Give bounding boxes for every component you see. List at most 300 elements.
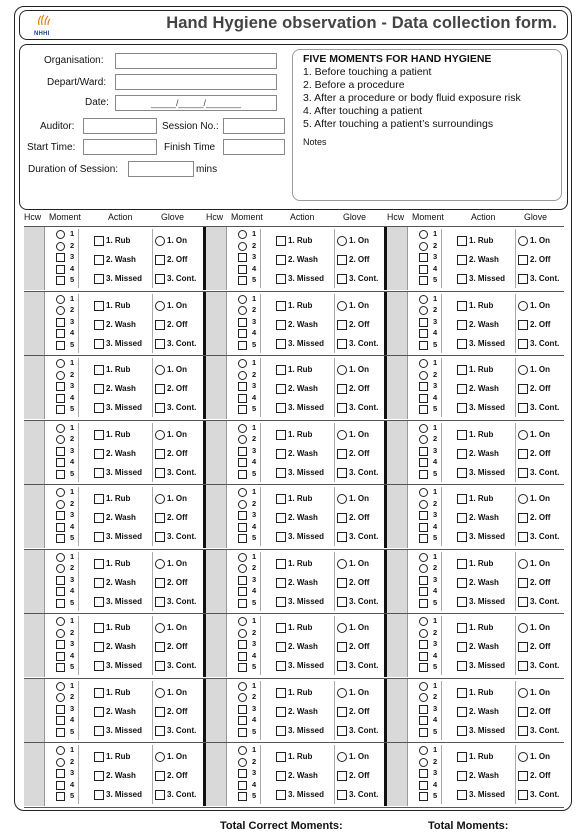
checkbox-icon[interactable] — [56, 276, 65, 285]
checkbox-icon[interactable] — [238, 792, 247, 801]
checkbox-icon[interactable] — [238, 640, 247, 649]
radio-icon[interactable] — [518, 365, 528, 375]
checkbox-icon[interactable] — [238, 253, 247, 262]
moment-option-1[interactable] — [238, 487, 262, 498]
radio-icon[interactable] — [337, 236, 347, 246]
checkbox-icon[interactable] — [419, 792, 428, 801]
checkbox-icon[interactable] — [276, 468, 286, 478]
checkbox-icon[interactable] — [457, 468, 467, 478]
moment-option-1[interactable] — [56, 487, 80, 498]
checkbox-icon[interactable] — [337, 578, 347, 588]
organisation-field[interactable] — [115, 53, 277, 69]
moment-option-5[interactable] — [419, 533, 443, 544]
moment-option-1[interactable] — [56, 745, 80, 756]
radio-icon[interactable] — [238, 371, 247, 380]
moment-option-4[interactable] — [56, 780, 80, 791]
hcw-cell[interactable] — [24, 421, 45, 484]
checkbox-icon[interactable] — [56, 640, 65, 649]
hcw-cell[interactable] — [387, 227, 408, 290]
radio-icon[interactable] — [155, 236, 165, 246]
checkbox-icon[interactable] — [276, 320, 286, 330]
radio-icon[interactable] — [518, 430, 528, 440]
checkbox-icon[interactable] — [238, 318, 247, 327]
moment-option-4[interactable] — [419, 328, 443, 339]
moment-option-3[interactable] — [56, 639, 80, 650]
checkbox-icon[interactable] — [457, 532, 467, 542]
radio-icon[interactable] — [155, 688, 165, 698]
moment-option-2[interactable] — [56, 305, 80, 316]
moment-option-4[interactable] — [56, 264, 80, 275]
checkbox-icon[interactable] — [337, 339, 347, 349]
checkbox-icon[interactable] — [276, 578, 286, 588]
radio-icon[interactable] — [155, 559, 165, 569]
checkbox-icon[interactable] — [94, 494, 104, 504]
checkbox-icon[interactable] — [238, 405, 247, 414]
radio-icon[interactable] — [419, 242, 428, 251]
checkbox-icon[interactable] — [337, 384, 347, 394]
moment-option-1[interactable] — [419, 616, 443, 627]
moment-option-2[interactable] — [419, 692, 443, 703]
radio-icon[interactable] — [419, 617, 428, 626]
moment-option-1[interactable] — [238, 681, 262, 692]
checkbox-icon[interactable] — [155, 532, 165, 542]
moment-option-3[interactable] — [56, 704, 80, 715]
checkbox-icon[interactable] — [238, 329, 247, 338]
moment-option-3[interactable] — [56, 317, 80, 328]
radio-icon[interactable] — [155, 623, 165, 633]
moment-option-1[interactable] — [419, 745, 443, 756]
radio-icon[interactable] — [56, 693, 65, 702]
radio-icon[interactable] — [419, 306, 428, 315]
checkbox-icon[interactable] — [94, 752, 104, 762]
hcw-cell[interactable] — [24, 614, 45, 677]
checkbox-icon[interactable] — [518, 661, 528, 671]
checkbox-icon[interactable] — [155, 771, 165, 781]
moment-option-5[interactable] — [238, 469, 262, 480]
checkbox-icon[interactable] — [56, 769, 65, 778]
checkbox-icon[interactable] — [276, 532, 286, 542]
moment-option-3[interactable] — [238, 639, 262, 650]
checkbox-icon[interactable] — [419, 576, 428, 585]
hcw-cell[interactable] — [387, 421, 408, 484]
checkbox-icon[interactable] — [518, 449, 528, 459]
moment-option-3[interactable] — [56, 575, 80, 586]
radio-icon[interactable] — [419, 758, 428, 767]
moment-option-3[interactable] — [419, 575, 443, 586]
moment-option-3[interactable] — [56, 381, 80, 392]
hcw-cell[interactable] — [387, 485, 408, 548]
moment-option-3[interactable] — [419, 317, 443, 328]
hcw-cell[interactable] — [206, 292, 227, 355]
radio-icon[interactable] — [238, 424, 247, 433]
checkbox-icon[interactable] — [94, 449, 104, 459]
checkbox-icon[interactable] — [518, 513, 528, 523]
moment-option-5[interactable] — [56, 727, 80, 738]
checkbox-icon[interactable] — [238, 341, 247, 350]
checkbox-icon[interactable] — [94, 403, 104, 413]
checkbox-icon[interactable] — [155, 597, 165, 607]
moment-option-1[interactable] — [238, 358, 262, 369]
session-field[interactable] — [223, 118, 285, 134]
moment-option-3[interactable] — [238, 510, 262, 521]
checkbox-icon[interactable] — [276, 339, 286, 349]
radio-icon[interactable] — [337, 688, 347, 698]
moment-option-3[interactable] — [419, 381, 443, 392]
moment-option-1[interactable] — [419, 681, 443, 692]
moment-option-4[interactable] — [419, 457, 443, 468]
checkbox-icon[interactable] — [56, 534, 65, 543]
checkbox-icon[interactable] — [457, 726, 467, 736]
checkbox-icon[interactable] — [276, 661, 286, 671]
moment-option-3[interactable] — [56, 510, 80, 521]
checkbox-icon[interactable] — [276, 449, 286, 459]
checkbox-icon[interactable] — [94, 301, 104, 311]
radio-icon[interactable] — [56, 500, 65, 509]
checkbox-icon[interactable] — [94, 559, 104, 569]
radio-icon[interactable] — [56, 564, 65, 573]
checkbox-icon[interactable] — [337, 274, 347, 284]
checkbox-icon[interactable] — [419, 447, 428, 456]
checkbox-icon[interactable] — [276, 365, 286, 375]
moment-option-5[interactable] — [419, 340, 443, 351]
checkbox-icon[interactable] — [155, 790, 165, 800]
checkbox-icon[interactable] — [155, 726, 165, 736]
moment-option-4[interactable] — [238, 393, 262, 404]
checkbox-icon[interactable] — [56, 458, 65, 467]
moment-option-5[interactable] — [238, 404, 262, 415]
moment-option-2[interactable] — [56, 563, 80, 574]
moment-option-5[interactable] — [56, 662, 80, 673]
department-field[interactable] — [115, 74, 277, 90]
moment-option-2[interactable] — [238, 692, 262, 703]
hcw-cell[interactable] — [206, 421, 227, 484]
radio-icon[interactable] — [337, 623, 347, 633]
checkbox-icon[interactable] — [56, 394, 65, 403]
checkbox-icon[interactable] — [56, 470, 65, 479]
moment-option-5[interactable] — [238, 791, 262, 802]
checkbox-icon[interactable] — [238, 663, 247, 672]
checkbox-icon[interactable] — [419, 276, 428, 285]
radio-icon[interactable] — [56, 553, 65, 562]
checkbox-icon[interactable] — [419, 394, 428, 403]
checkbox-icon[interactable] — [94, 597, 104, 607]
moment-option-3[interactable] — [419, 510, 443, 521]
moment-option-4[interactable] — [56, 522, 80, 533]
checkbox-icon[interactable] — [337, 707, 347, 717]
checkbox-icon[interactable] — [457, 661, 467, 671]
checkbox-icon[interactable] — [457, 623, 467, 633]
radio-icon[interactable] — [419, 629, 428, 638]
checkbox-icon[interactable] — [276, 384, 286, 394]
radio-icon[interactable] — [238, 693, 247, 702]
checkbox-icon[interactable] — [457, 771, 467, 781]
checkbox-icon[interactable] — [56, 792, 65, 801]
checkbox-icon[interactable] — [419, 511, 428, 520]
checkbox-icon[interactable] — [94, 790, 104, 800]
hcw-cell[interactable] — [206, 356, 227, 419]
radio-icon[interactable] — [337, 365, 347, 375]
moment-option-2[interactable] — [56, 757, 80, 768]
checkbox-icon[interactable] — [56, 405, 65, 414]
radio-icon[interactable] — [419, 682, 428, 691]
start-time-field[interactable] — [83, 139, 157, 155]
moment-option-4[interactable] — [56, 457, 80, 468]
checkbox-icon[interactable] — [56, 511, 65, 520]
radio-icon[interactable] — [238, 230, 247, 239]
checkbox-icon[interactable] — [238, 265, 247, 274]
checkbox-icon[interactable] — [457, 449, 467, 459]
checkbox-icon[interactable] — [155, 449, 165, 459]
radio-icon[interactable] — [238, 682, 247, 691]
checkbox-icon[interactable] — [94, 578, 104, 588]
radio-icon[interactable] — [155, 494, 165, 504]
checkbox-icon[interactable] — [94, 320, 104, 330]
hcw-cell[interactable] — [24, 292, 45, 355]
checkbox-icon[interactable] — [56, 587, 65, 596]
hcw-cell[interactable] — [206, 743, 227, 806]
radio-icon[interactable] — [337, 430, 347, 440]
checkbox-icon[interactable] — [457, 320, 467, 330]
radio-icon[interactable] — [155, 301, 165, 311]
radio-icon[interactable] — [518, 236, 528, 246]
checkbox-icon[interactable] — [457, 559, 467, 569]
moment-option-4[interactable] — [238, 328, 262, 339]
moment-option-5[interactable] — [238, 662, 262, 673]
moment-option-5[interactable] — [238, 340, 262, 351]
checkbox-icon[interactable] — [155, 642, 165, 652]
checkbox-icon[interactable] — [94, 430, 104, 440]
checkbox-icon[interactable] — [276, 752, 286, 762]
moment-option-5[interactable] — [238, 275, 262, 286]
checkbox-icon[interactable] — [457, 494, 467, 504]
checkbox-icon[interactable] — [155, 274, 165, 284]
checkbox-icon[interactable] — [457, 752, 467, 762]
hcw-cell[interactable] — [206, 550, 227, 613]
checkbox-icon[interactable] — [56, 447, 65, 456]
moment-option-5[interactable] — [419, 662, 443, 673]
hcw-cell[interactable] — [24, 679, 45, 742]
checkbox-icon[interactable] — [276, 771, 286, 781]
checkbox-icon[interactable] — [276, 430, 286, 440]
moment-option-1[interactable] — [419, 552, 443, 563]
radio-icon[interactable] — [518, 688, 528, 698]
moment-option-4[interactable] — [238, 457, 262, 468]
hcw-cell[interactable] — [387, 743, 408, 806]
moment-option-1[interactable] — [419, 294, 443, 305]
moment-option-2[interactable] — [238, 434, 262, 445]
moment-option-5[interactable] — [56, 791, 80, 802]
checkbox-icon[interactable] — [94, 255, 104, 265]
moment-option-1[interactable] — [238, 229, 262, 240]
checkbox-icon[interactable] — [276, 642, 286, 652]
checkbox-icon[interactable] — [94, 339, 104, 349]
checkbox-icon[interactable] — [56, 599, 65, 608]
checkbox-icon[interactable] — [337, 597, 347, 607]
checkbox-icon[interactable] — [238, 705, 247, 714]
checkbox-icon[interactable] — [337, 320, 347, 330]
checkbox-icon[interactable] — [56, 318, 65, 327]
moment-option-4[interactable] — [238, 264, 262, 275]
radio-icon[interactable] — [518, 494, 528, 504]
radio-icon[interactable] — [56, 435, 65, 444]
checkbox-icon[interactable] — [419, 329, 428, 338]
moment-option-1[interactable] — [419, 487, 443, 498]
moment-option-1[interactable] — [238, 294, 262, 305]
moment-option-2[interactable] — [419, 628, 443, 639]
checkbox-icon[interactable] — [457, 255, 467, 265]
radio-icon[interactable] — [419, 424, 428, 433]
moment-option-5[interactable] — [56, 275, 80, 286]
checkbox-icon[interactable] — [518, 320, 528, 330]
moment-option-5[interactable] — [238, 533, 262, 544]
radio-icon[interactable] — [419, 435, 428, 444]
checkbox-icon[interactable] — [337, 726, 347, 736]
hcw-cell[interactable] — [24, 227, 45, 290]
checkbox-icon[interactable] — [276, 255, 286, 265]
moment-option-5[interactable] — [56, 533, 80, 544]
moment-option-2[interactable] — [419, 499, 443, 510]
hcw-cell[interactable] — [387, 356, 408, 419]
checkbox-icon[interactable] — [56, 728, 65, 737]
radio-icon[interactable] — [238, 564, 247, 573]
date-field[interactable]: _____/_____/_______ — [115, 95, 277, 111]
checkbox-icon[interactable] — [276, 688, 286, 698]
checkbox-icon[interactable] — [419, 341, 428, 350]
hcw-cell[interactable] — [387, 614, 408, 677]
checkbox-icon[interactable] — [56, 652, 65, 661]
checkbox-icon[interactable] — [56, 705, 65, 714]
moment-option-3[interactable] — [419, 446, 443, 457]
moment-option-1[interactable] — [419, 358, 443, 369]
checkbox-icon[interactable] — [56, 716, 65, 725]
moment-option-5[interactable] — [238, 598, 262, 609]
checkbox-icon[interactable] — [155, 661, 165, 671]
radio-icon[interactable] — [419, 553, 428, 562]
checkbox-icon[interactable] — [457, 790, 467, 800]
checkbox-icon[interactable] — [419, 523, 428, 532]
moment-option-2[interactable] — [419, 370, 443, 381]
checkbox-icon[interactable] — [155, 513, 165, 523]
checkbox-icon[interactable] — [457, 597, 467, 607]
checkbox-icon[interactable] — [56, 265, 65, 274]
moment-option-3[interactable] — [419, 768, 443, 779]
moment-option-5[interactable] — [56, 340, 80, 351]
checkbox-icon[interactable] — [94, 707, 104, 717]
checkbox-icon[interactable] — [518, 403, 528, 413]
radio-icon[interactable] — [419, 295, 428, 304]
radio-icon[interactable] — [238, 359, 247, 368]
checkbox-icon[interactable] — [238, 716, 247, 725]
radio-icon[interactable] — [419, 230, 428, 239]
radio-icon[interactable] — [56, 371, 65, 380]
checkbox-icon[interactable] — [518, 771, 528, 781]
moment-option-2[interactable] — [419, 757, 443, 768]
checkbox-icon[interactable] — [518, 532, 528, 542]
moment-option-1[interactable] — [56, 423, 80, 434]
radio-icon[interactable] — [56, 230, 65, 239]
checkbox-icon[interactable] — [457, 707, 467, 717]
checkbox-icon[interactable] — [419, 599, 428, 608]
checkbox-icon[interactable] — [518, 384, 528, 394]
checkbox-icon[interactable] — [518, 790, 528, 800]
moment-option-2[interactable] — [238, 241, 262, 252]
checkbox-icon[interactable] — [238, 470, 247, 479]
checkbox-icon[interactable] — [457, 513, 467, 523]
moment-option-4[interactable] — [56, 393, 80, 404]
checkbox-icon[interactable] — [337, 771, 347, 781]
checkbox-icon[interactable] — [419, 470, 428, 479]
checkbox-icon[interactable] — [238, 599, 247, 608]
checkbox-icon[interactable] — [337, 790, 347, 800]
moment-option-2[interactable] — [238, 305, 262, 316]
checkbox-icon[interactable] — [94, 771, 104, 781]
checkbox-icon[interactable] — [337, 468, 347, 478]
moment-option-3[interactable] — [419, 639, 443, 650]
checkbox-icon[interactable] — [419, 640, 428, 649]
checkbox-icon[interactable] — [419, 405, 428, 414]
moment-option-5[interactable] — [56, 404, 80, 415]
checkbox-icon[interactable] — [155, 707, 165, 717]
checkbox-icon[interactable] — [94, 623, 104, 633]
checkbox-icon[interactable] — [419, 382, 428, 391]
moment-option-2[interactable] — [419, 563, 443, 574]
radio-icon[interactable] — [56, 758, 65, 767]
moment-option-2[interactable] — [419, 434, 443, 445]
moment-option-2[interactable] — [238, 370, 262, 381]
moment-option-3[interactable] — [56, 446, 80, 457]
checkbox-icon[interactable] — [518, 597, 528, 607]
checkbox-icon[interactable] — [56, 329, 65, 338]
radio-icon[interactable] — [238, 500, 247, 509]
checkbox-icon[interactable] — [457, 301, 467, 311]
checkbox-icon[interactable] — [155, 578, 165, 588]
checkbox-icon[interactable] — [276, 274, 286, 284]
moment-option-3[interactable] — [238, 575, 262, 586]
hcw-cell[interactable] — [24, 485, 45, 548]
moment-option-2[interactable] — [238, 757, 262, 768]
checkbox-icon[interactable] — [457, 403, 467, 413]
moment-option-4[interactable] — [56, 328, 80, 339]
moment-option-2[interactable] — [56, 628, 80, 639]
radio-icon[interactable] — [238, 629, 247, 638]
checkbox-icon[interactable] — [94, 468, 104, 478]
radio-icon[interactable] — [238, 435, 247, 444]
checkbox-icon[interactable] — [238, 652, 247, 661]
moment-option-1[interactable] — [238, 616, 262, 627]
checkbox-icon[interactable] — [276, 403, 286, 413]
moment-option-3[interactable] — [419, 252, 443, 263]
radio-icon[interactable] — [56, 359, 65, 368]
checkbox-icon[interactable] — [94, 688, 104, 698]
radio-icon[interactable] — [238, 488, 247, 497]
moment-option-3[interactable] — [238, 446, 262, 457]
radio-icon[interactable] — [56, 488, 65, 497]
moment-option-4[interactable] — [56, 651, 80, 662]
moment-option-2[interactable] — [238, 563, 262, 574]
checkbox-icon[interactable] — [56, 523, 65, 532]
checkbox-icon[interactable] — [457, 236, 467, 246]
radio-icon[interactable] — [518, 301, 528, 311]
moment-option-3[interactable] — [238, 704, 262, 715]
moment-option-1[interactable] — [56, 552, 80, 563]
checkbox-icon[interactable] — [155, 468, 165, 478]
duration-field[interactable] — [128, 161, 194, 177]
radio-icon[interactable] — [238, 617, 247, 626]
hcw-cell[interactable] — [206, 227, 227, 290]
checkbox-icon[interactable] — [94, 642, 104, 652]
radio-icon[interactable] — [419, 500, 428, 509]
radio-icon[interactable] — [56, 306, 65, 315]
